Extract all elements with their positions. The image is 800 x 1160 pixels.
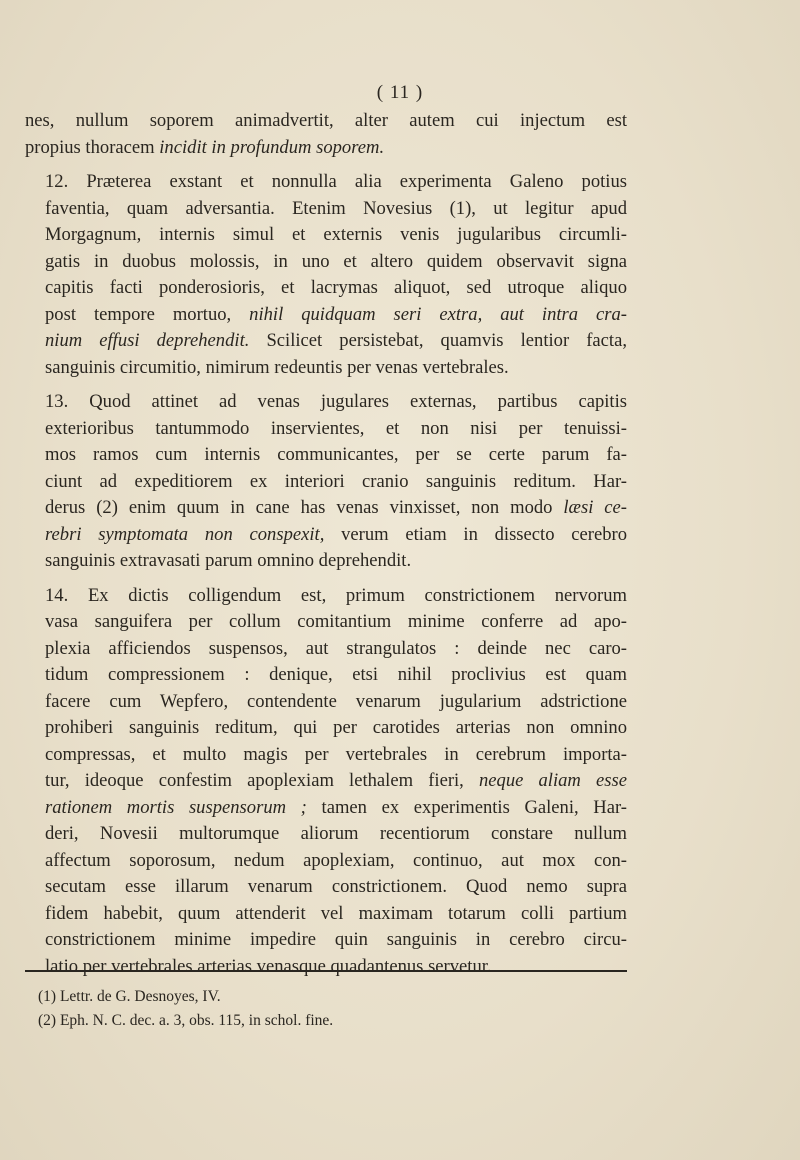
text-line bbox=[25, 442, 627, 469]
text-segment: plexia afficiendos suspensos, aut strangulatos : deinde nec caro- bbox=[45, 637, 627, 659]
text-line bbox=[25, 108, 627, 135]
text-line bbox=[25, 196, 627, 223]
text-segment: 14. Ex dictis colligendum est, primum constrictionem nervorum bbox=[45, 584, 627, 606]
paragraph bbox=[25, 108, 627, 161]
text-segment: 13. Quod attinet ad venas jugulares externas, partibus capitis bbox=[45, 391, 627, 412]
text-segment: tamen ex experimentis Galeni, Har- bbox=[306, 796, 627, 818]
text-line bbox=[25, 715, 627, 742]
text-line bbox=[25, 495, 627, 522]
text-segment: secutam esse illarum venarum constrictionem. Quod nemo supra bbox=[45, 876, 627, 897]
paragraph bbox=[25, 583, 627, 981]
text-line bbox=[25, 795, 627, 822]
text-segment: prohiberi sanguinis reditum, qui per carotides arterias non omnino bbox=[45, 717, 627, 738]
text-line bbox=[25, 169, 627, 196]
page-number: ( 11 ) bbox=[376, 82, 424, 103]
text-segment: tur, ideoque confestim apoplexiam lethalem fieri, bbox=[45, 770, 479, 791]
text-segment: mos ramos cum internis communicantes, per se certe parum fa- bbox=[45, 444, 627, 465]
text-line bbox=[25, 821, 627, 848]
text-line bbox=[25, 275, 627, 302]
text-segment: fidem habebit, quum attenderit vel maximam totarum colli partium bbox=[45, 902, 627, 924]
text-segment: tidum compressionem : denique, etsi nihil proclivius est quam bbox=[45, 664, 627, 685]
text-line bbox=[25, 636, 627, 663]
footnote: (2) Eph. N. C. dec. a. 3, obs. 115, in schol. fine. bbox=[38, 1012, 334, 1029]
text-line bbox=[25, 742, 627, 769]
text-line bbox=[25, 548, 627, 575]
text-line bbox=[25, 389, 627, 416]
text-segment: Scilicet persistebat, quamvis lentior facta, bbox=[249, 330, 627, 351]
italic-text: læsi ce- bbox=[563, 497, 627, 518]
text-line bbox=[25, 583, 627, 610]
text-line bbox=[25, 954, 627, 981]
text-segment: nes, nullum soporem animadvertit, alter autem cui injectum est bbox=[25, 110, 627, 131]
text-segment: sanguinis circumitio, nimirum redeuntis per venas vertebrales. bbox=[45, 356, 509, 378]
text-line bbox=[25, 901, 627, 928]
text-line bbox=[25, 416, 627, 443]
text-segment: derus (2) enim quum in cane has venas vinxisset, non modo bbox=[45, 497, 564, 518]
text-line bbox=[25, 469, 627, 496]
text-segment: Morgagnum, internis simul et externis venis jugularibus circumli- bbox=[45, 224, 627, 245]
text-segment: post tempore mortuo, bbox=[45, 303, 250, 325]
text-segment: facere cum Wepfero, contendente venarum jugularium adstrictione bbox=[45, 690, 627, 712]
text-segment: verum etiam in dissecto cerebro bbox=[324, 523, 627, 545]
paragraph bbox=[25, 169, 627, 381]
text-line bbox=[25, 222, 627, 249]
text-line bbox=[25, 609, 627, 636]
text-line bbox=[25, 522, 627, 549]
text-line bbox=[25, 302, 627, 329]
text-segment: 12. Præterea exstant et nonnulla alia experimenta Galeno potius bbox=[45, 171, 627, 192]
text-segment: capitis facti ponderosioris, et lacrymas aliquot, sed utroque aliquo bbox=[45, 277, 627, 298]
text-segment: gatis in duobus molossis, in uno et altero quidem observavit signa bbox=[45, 250, 627, 272]
italic-text: neque aliam esse bbox=[478, 770, 627, 791]
text-segment: sanguinis extravasati parum omnino deprehendit. bbox=[45, 550, 412, 571]
text-segment: constrictionem minime impedire quin sanguinis in cerebro circu- bbox=[45, 929, 627, 950]
text-line bbox=[25, 355, 627, 382]
text-segment: compressas, et multo magis per vertebrales in cerebrum importa- bbox=[45, 743, 627, 765]
text-line bbox=[25, 927, 627, 954]
text-segment: exterioribus tantummodo inservientes, et non nisi per tenuissi- bbox=[45, 417, 627, 439]
text-segment: deri, Novesii multorumque aliorum recentiorum constare nullum bbox=[45, 823, 627, 844]
italic-text: rationem mortis suspensorum ; bbox=[45, 796, 307, 818]
footnotes bbox=[38, 985, 333, 1033]
text-segment: affectum soporosum, nedum apoplexiam, continuo, aut mox con- bbox=[45, 849, 627, 871]
paragraph bbox=[25, 389, 627, 575]
text-line bbox=[25, 848, 627, 875]
text-line bbox=[25, 662, 627, 689]
text-segment: vasa sanguifera per collum comitantium minime conferre ad apo- bbox=[45, 611, 627, 632]
text-line bbox=[25, 328, 627, 355]
text-line bbox=[25, 874, 627, 901]
italic-text: incidit in profundum soporem. bbox=[159, 136, 385, 158]
footnote: (1) Lettr. de G. Desnoyes, IV. bbox=[38, 988, 221, 1005]
text-segment: ciunt ad expeditiorem ex interiori cranio sanguinis reditum. Har- bbox=[45, 470, 627, 492]
text-segment: faventia, quam adversantia. Etenim Novesius (1), ut legitur apud bbox=[45, 197, 627, 219]
italic-text: nium effusi deprehendit. bbox=[45, 330, 250, 351]
body-text bbox=[25, 108, 627, 980]
footnote-rule bbox=[25, 970, 627, 972]
text-line bbox=[25, 768, 627, 795]
text-line bbox=[25, 689, 627, 716]
text-line bbox=[25, 249, 627, 276]
text-segment: latio per vertebrales arterias venasque quadantenus servetur. bbox=[45, 955, 492, 977]
text-line bbox=[25, 135, 627, 162]
italic-text: rebri symptomata non conspexit, bbox=[45, 523, 325, 545]
italic-text: nihil quidquam seri extra, aut intra cra- bbox=[249, 303, 627, 325]
text-segment: propius thoracem bbox=[25, 136, 160, 158]
